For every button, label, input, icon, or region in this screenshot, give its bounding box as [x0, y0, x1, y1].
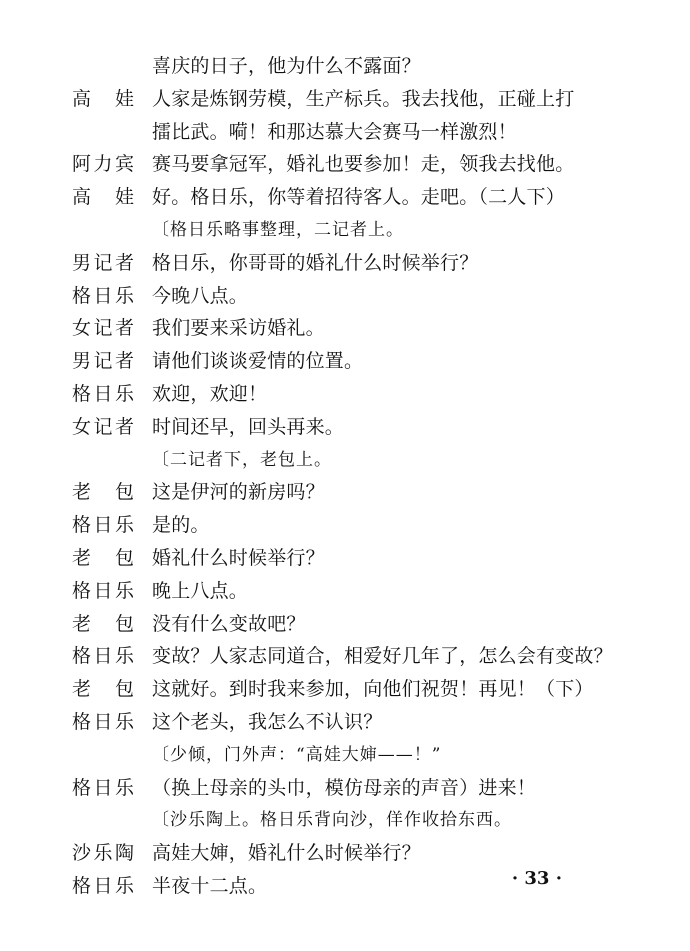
dialogue-line	[0, 378, 690, 411]
script-lines	[0, 50, 690, 903]
dialogue-line	[0, 148, 690, 181]
speaker-name: 高 娃	[72, 87, 134, 110]
dialogue-text: 喜庆的日子，他为什么不露面？	[152, 55, 421, 77]
speaker-name: 高 娃	[72, 186, 134, 209]
dialogue-line	[0, 476, 690, 509]
dialogue-line	[0, 280, 690, 313]
speaker-name: 格日乐	[72, 710, 134, 733]
stage-direction-line	[0, 444, 690, 477]
dialogue-text: 变故？人家志同道合，相爱好几年了，怎么会有变故？	[152, 645, 613, 668]
dialogue-text: 这就好。到时我来参加，向他们祝贺！再见！（下）	[152, 678, 594, 701]
dialogue-line	[0, 181, 690, 214]
speaker-name: 老 包	[72, 612, 134, 635]
dialogue-text: 时间还早，回头再来。	[152, 415, 345, 438]
dialogue-line	[0, 837, 690, 870]
dialogue-text: 赛马要拿冠军，婚礼也要参加！走，领我去找他。	[152, 153, 575, 176]
dialogue-line	[0, 870, 690, 903]
dialogue-text: 没有什么变故吧？	[152, 612, 306, 635]
stage-direction-line	[0, 214, 690, 247]
dialogue-line	[0, 640, 690, 673]
dialogue-text: 高娃大婶，婚礼什么时候举行？	[152, 842, 421, 865]
speaker-name: 阿力宾	[72, 153, 134, 176]
dialogue-text: 是的。	[152, 514, 210, 537]
dialogue-text: 格日乐，你哥哥的婚礼什么时候举行？	[152, 251, 479, 274]
speaker-name: 老 包	[72, 678, 134, 701]
speaker-name: 格日乐	[72, 284, 134, 307]
stage-direction-text: 〔沙乐陶上。格日乐背向沙，佯作收拾东西。	[152, 810, 512, 831]
dialogue-line	[0, 608, 690, 641]
stage-direction-text: 〔少倾，门外声：“高娃大婶——！”	[152, 744, 442, 765]
dialogue-line	[0, 542, 690, 575]
dialogue-text: 婚礼什么时候举行？	[152, 546, 325, 569]
continuation-line	[0, 116, 690, 149]
speaker-name: 格日乐	[72, 382, 134, 405]
dialogue-text: 晚上八点。	[152, 579, 249, 602]
dialogue-line	[0, 772, 690, 805]
dialogue-text: 好。格日乐，你等着招待客人。走吧。（二人下）	[152, 186, 565, 209]
dialogue-text: 请他们谈谈爱情的位置。	[152, 350, 364, 373]
dialogue-line	[0, 706, 690, 739]
speaker-name: 男记者	[72, 350, 134, 373]
dialogue-line	[0, 312, 690, 345]
dialogue-text: 人家是炼钢劳模，生产标兵。我去找他，正碰上打	[152, 87, 575, 110]
dialogue-text: 这是伊河的新房吗？	[152, 481, 325, 504]
dialogue-line	[0, 411, 690, 444]
speaker-name: 老 包	[72, 546, 134, 569]
page-number: · 33 ·	[511, 868, 562, 889]
dialogue-text: 这个老头，我怎么不认识？	[152, 710, 383, 733]
dialogue-line	[0, 247, 690, 280]
continuation-line	[0, 50, 690, 83]
speaker-name: 沙乐陶	[72, 842, 134, 865]
stage-direction-text: 〔二记者下，老包上。	[152, 449, 332, 470]
speaker-name: 老 包	[72, 481, 134, 504]
stage-direction-line	[0, 739, 690, 772]
dialogue-text: 欢迎，欢迎！	[152, 382, 268, 405]
dialogue-text: 擂比武。嗬！和那达慕大会赛马一样激烈！	[152, 120, 517, 143]
speaker-name: 女记者	[72, 317, 134, 340]
speaker-name: 格日乐	[72, 514, 134, 537]
dialogue-line	[0, 83, 690, 116]
speaker-name: 格日乐	[72, 579, 134, 602]
dialogue-text: 我们要来采访婚礼。	[152, 317, 325, 340]
dialogue-line	[0, 345, 690, 378]
dialogue-line	[0, 509, 690, 542]
dialogue-text: 半夜十二点。	[152, 874, 268, 897]
stage-direction-line	[0, 804, 690, 837]
dialogue-text: 今晚八点。	[152, 284, 249, 307]
dialogue-line	[0, 575, 690, 608]
speaker-name: 男记者	[72, 251, 134, 274]
dialogue-line	[0, 673, 690, 706]
stage-direction-text: 〔格日乐略事整理，二记者上。	[152, 219, 404, 240]
speaker-name: 女记者	[72, 415, 134, 438]
dialogue-text: （换上母亲的头巾，模仿母亲的声音）进来！	[152, 776, 537, 799]
speaker-name: 格日乐	[72, 874, 134, 897]
speaker-name: 格日乐	[72, 776, 134, 799]
speaker-name: 格日乐	[72, 645, 134, 668]
